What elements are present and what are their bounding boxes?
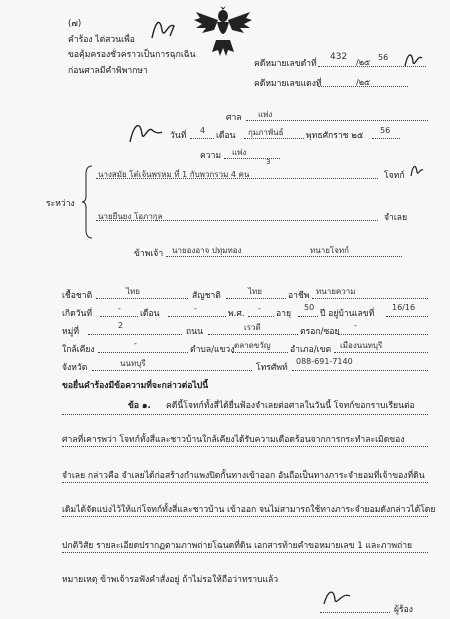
near-label: ใกล้เคียง: [62, 345, 95, 355]
signature-scribble: [126, 116, 166, 146]
applicant-prefix: ข้าพเจ้า: [134, 249, 164, 259]
purpose-line-2: ขอคุ้มครองชั่วคราวเป็นการฉุกเฉิน: [68, 50, 196, 60]
year-line: [372, 138, 400, 139]
body-line-1: คดีนี้โจทก์ทั้งสี่ได้ยื่นฟ้องจำเลยต่อศาลในวันนี้ โจทก์ขอกราบเรียนต่อ: [166, 401, 415, 411]
black-case-year: 56: [378, 53, 389, 62]
black-case-year-prefix: /๒๕: [356, 58, 371, 67]
body-rule-3: [62, 482, 428, 483]
signature-line: [320, 612, 390, 613]
district-label: อำเภอ/เขต: [290, 345, 332, 355]
province-label: จังหวัด: [62, 363, 88, 373]
province-line: [92, 370, 252, 371]
day-value: 4: [200, 126, 206, 135]
month-value: กุมภาพันธ์: [248, 128, 284, 137]
black-case-label: คดีหมายเลขดำที่: [254, 59, 317, 69]
district-value: เมืองนนทบุรี: [340, 341, 383, 350]
initial-mark-plaintiff: [408, 160, 426, 180]
body-line-4: เดิมได้จัดแบ่งไว้ให้แก่โจทก์ทั้งสี่และชาวบ้าน เข้าออก จนไม่สามารถใช้ทางภาระจำยอมดังกล่าวได้โดย: [62, 505, 436, 515]
red-case-label: คดีหมายเลขแดงที่: [254, 79, 322, 89]
birth-year-line: [248, 316, 274, 317]
house-line: [386, 316, 428, 317]
moo-line: [88, 334, 182, 335]
occupation-line: [312, 298, 428, 299]
soi-label: ตรอก/ซอย: [300, 327, 340, 337]
court-label: ศาล: [226, 113, 242, 123]
nationality-value: ไทย: [248, 287, 262, 296]
purpose-line-3: ก่อนศาลมีคำพิพากษา: [68, 66, 148, 76]
subdistrict-value: ตลาดขวัญ: [234, 341, 271, 350]
soi-value: -: [354, 321, 357, 330]
phone-label: โทรศัพท์: [256, 363, 288, 373]
house-number: 16/16: [392, 303, 416, 312]
road-label: ถนน: [186, 327, 203, 337]
month-label: เดือน: [216, 131, 236, 141]
birth-month: -: [194, 304, 197, 313]
year-value: 56: [380, 126, 391, 135]
house-label: ปี อยู่บ้านเลขที่: [320, 309, 375, 319]
between-label: ระหว่าง: [46, 199, 75, 209]
case-type-value: แพ่ง: [232, 148, 247, 157]
occupation-label: อาชีพ: [288, 291, 310, 301]
initial-signature-mark-2: [402, 48, 426, 70]
nationality-line: [226, 298, 286, 299]
body-line-2: ศาลที่เคารพว่า โจทก์ทั้งสี่และชาวบ้านใกล้เคียงได้รับความเดือดร้อนจากการกระทำละเมิดของ: [62, 435, 405, 445]
near-line: [98, 352, 188, 353]
birth-day-line: [100, 316, 138, 317]
applicant-name: นายองอาจ ปทุมทอง: [172, 246, 242, 255]
initial-signature-mark: [148, 14, 178, 44]
race-line: [96, 298, 188, 299]
body-line-5: ปกติวิสัย รายละเอียดปรากฏตามภาพถ่ายโฉนดที่ดิน เอกสารท้ายคำขอหมายเลข 1 และภาพถ่าย: [62, 541, 413, 551]
court-name: แพ่ง: [258, 110, 273, 119]
subdistrict-label: ตำบล/แขวง: [190, 345, 235, 355]
signature-role: ผู้ร้อง: [394, 605, 414, 615]
birth-year: -: [258, 304, 261, 313]
birth-month-label: เดือน: [140, 309, 160, 319]
defendant-name: นายยืนยง โอภากุล: [98, 212, 163, 221]
day-line: [190, 138, 214, 139]
body-rule-4: [62, 516, 428, 517]
race-value: ไทย: [126, 287, 140, 296]
race-label: เชื้อชาติ: [62, 291, 93, 301]
applicant-role: ทนายโจทก์: [310, 246, 350, 255]
plaintiff-count-correction: 3: [266, 158, 271, 166]
between-bracket: [82, 164, 94, 240]
plaintiff-line: [96, 178, 378, 179]
body-intro: ขอยื่นคำร้องมีข้อความที่จะกล่าวต่อไปนี้: [62, 381, 209, 391]
defendant-role: จำเลย: [384, 213, 408, 223]
court-line: [246, 120, 428, 121]
subdistrict-line: [232, 352, 288, 353]
birth-day: -: [118, 304, 121, 313]
moo-value: 2: [118, 321, 124, 330]
plaintiff-name: นางสมัย โต๋เจ้นพรหม ที่ 1 กับพวกรวม 4 คน: [98, 170, 250, 179]
clause-label: ข้อ ๑.: [128, 401, 151, 411]
phone-value: 088-691-7140: [296, 357, 353, 366]
year-label: พุทธศักราช ๒๕: [306, 131, 364, 141]
purpose-line-1: คำร้อง ไต่สวนเพื่อ: [68, 35, 135, 45]
nationality-label: สัญชาติ: [192, 291, 221, 301]
road-value: เรวดี: [244, 323, 261, 332]
defendant-line: [96, 220, 378, 221]
applicant-signature: [322, 584, 354, 610]
soi-line: [338, 334, 428, 335]
phone-line: [292, 370, 428, 371]
road-line: [208, 334, 298, 335]
birth-month-line: [168, 316, 226, 317]
birth-label: เกิดวันที่: [62, 309, 93, 319]
form-number: (๗): [68, 19, 82, 29]
black-case-number: 432: [330, 52, 348, 62]
body-rule-1: [62, 414, 428, 415]
age-value: 50: [304, 303, 315, 312]
occupation-value: ทนายความ: [316, 287, 356, 296]
case-type-label: ความ: [200, 151, 222, 161]
near-value: -: [134, 339, 137, 348]
remark-line: หมายเหตุ ข้าพเจ้ารอฟังคำสั่งอยู่ ถ้าไม่รอให้ถือว่าทราบแล้ว: [62, 575, 279, 585]
body-rule-5: [62, 552, 428, 553]
date-label: วันที่: [170, 131, 187, 141]
garuda-emblem-icon: [194, 6, 252, 58]
province-value: นนทบุรี: [120, 359, 146, 368]
age-label: อายุ: [276, 309, 292, 319]
district-line: [334, 352, 428, 353]
body-rule-2: [62, 446, 428, 447]
age-line: [298, 316, 318, 317]
body-line-3: จำเลย กล่าวคือ จำเลยได้ก่อสร้างกำแพงปิดกั้นทางเข้าออก อันถือเป็นทางภาระจำยอมที่เจ้าของที่ดิน: [62, 471, 425, 481]
red-case-year-prefix: /๒๕: [356, 78, 371, 87]
moo-label: หมู่ที่: [62, 327, 79, 337]
plaintiff-role: โจทก์: [384, 171, 405, 181]
birth-year-label: พ.ศ.: [228, 309, 245, 319]
